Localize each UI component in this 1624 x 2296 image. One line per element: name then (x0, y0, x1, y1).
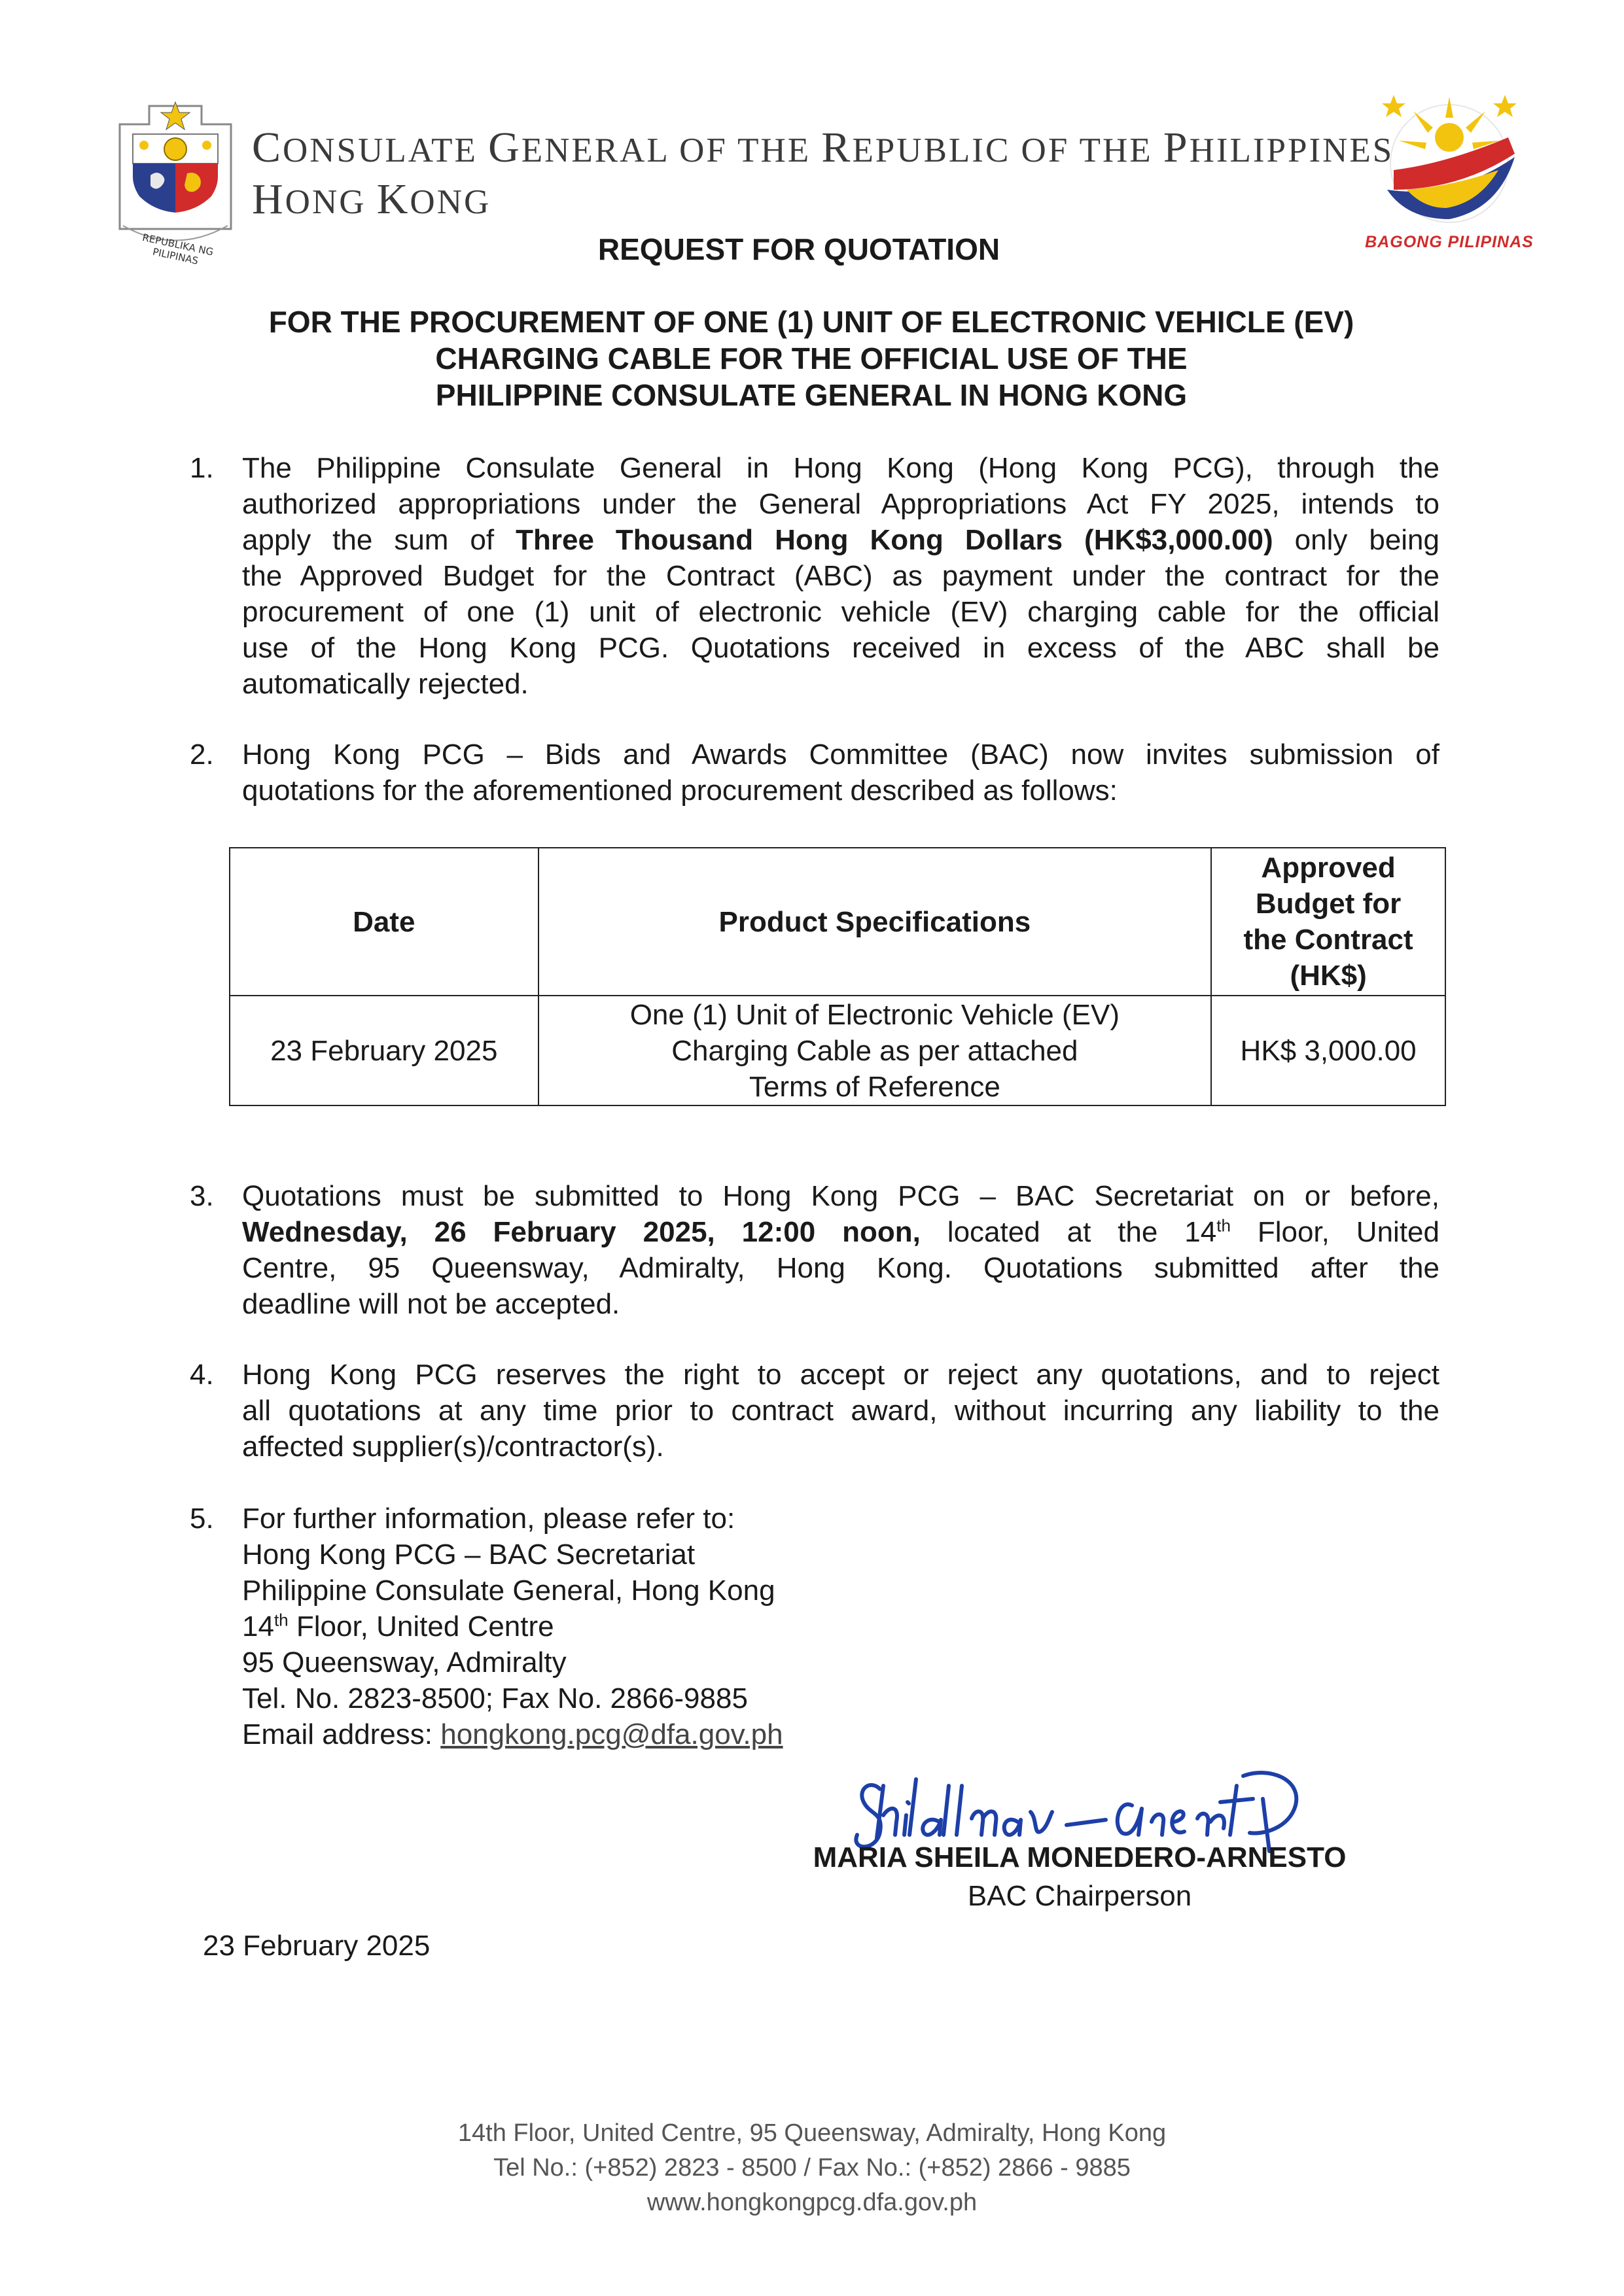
paragraph-number: 4. (190, 1359, 214, 1391)
paragraph-line: Hong Kong PCG reserves the right to accept or reject any quotations, and to reject (242, 1359, 1439, 1391)
paragraph-line: deadline will not be accepted. (242, 1288, 620, 1320)
paragraph-line: all quotations at any time prior to contract award, without incurring any liability to the (242, 1395, 1439, 1427)
contact-organization: Philippine Consulate General, Hong Kong (242, 1574, 775, 1607)
paragraph-line: apply the sum of Three Thousand Hong Kong Dollars (HK$3,000.00) only being (242, 524, 1440, 556)
paragraph-line: Quotations must be submitted to Hong Kong PCG – BAC Secretariat on or before, (242, 1180, 1439, 1212)
paragraph-line: automatically rejected. (242, 668, 529, 700)
document-date: 23 February 2025 (203, 1930, 431, 1962)
bagong-pilipinas-label: BAGONG PILIPINAS (1365, 233, 1534, 251)
paragraph-line: authorized appropriations under the General Appropriations Act FY 2025, intends to (242, 488, 1439, 520)
column-header-date: Date (230, 848, 538, 996)
subject-line: FOR THE PROCUREMENT OF ONE (1) UNIT OF ELECTRONIC VEHICLE (EV) (268, 305, 1354, 339)
paragraph-1 (190, 450, 1439, 702)
table-header-row (230, 848, 1445, 996)
cell-amount: HK$ 3,000.00 (1211, 996, 1445, 1105)
signatory-title: BAC Chairperson (967, 1880, 1192, 1912)
contact-floor: 14th Floor, United Centre (242, 1610, 554, 1643)
quotation-table (229, 847, 1446, 1106)
contact-email-line: Email address: hongkong.pcg@dfa.gov.ph (242, 1718, 783, 1750)
table-row (230, 996, 1445, 1105)
column-header-abc: Approved Budget for the Contract (HK$) (1211, 848, 1445, 996)
paragraph-number: 1. (190, 452, 214, 484)
seal-motto: REPUBLIKA NG PILIPINAS (141, 231, 215, 267)
paragraph-4 (190, 1357, 1439, 1465)
paragraph-line: affected supplier(s)/contractor(s). (242, 1431, 664, 1463)
paragraph-line: the Approved Budget for the Contract (ABC) as payment under the contract for the (242, 560, 1439, 592)
document-subject (196, 304, 1426, 413)
paragraph-line: quotations for the aforementioned procurement described as follows: (242, 774, 1118, 807)
document-title: REQUEST FOR QUOTATION (597, 232, 1000, 266)
contact-phone-fax: Tel. No. 2823-8500; Fax No. 2866-9885 (242, 1682, 748, 1714)
budget-amount-text: Three Thousand Hong Kong Dollars (HK$3,000.00) (516, 524, 1273, 556)
email-link[interactable]: hongkong.pcg@dfa.gov.ph (440, 1718, 783, 1750)
organization-name-line2: HONG KONG (252, 175, 491, 223)
paragraph-line: For further information, please refer to: (242, 1503, 735, 1535)
paragraph-number: 5. (190, 1503, 214, 1535)
paragraph-line: procurement of one (1) unit of electronic vehicle (EV) charging cable for the official (242, 596, 1439, 628)
footer-address: 14th Floor, United Centre, 95 Queensway, Admiralty, Hong Kong (457, 2119, 1167, 2147)
column-header-specs: Product Specifications (538, 848, 1212, 996)
paragraph-line: Centre, 95 Queensway, Admiralty, Hong Kong. Quotations submitted after the (242, 1252, 1439, 1284)
paragraph-line: Wednesday, 26 February 2025, 12:00 noon, located at the 14th Floor, United (242, 1215, 1439, 1248)
cell-specs: One (1) Unit of Electronic Vehicle (EV) Charging Cable as per attached Terms of Reference (538, 996, 1212, 1105)
cell-date: 23 February 2025 (230, 996, 538, 1105)
footer-website[interactable]: www.hongkongpcg.dfa.gov.ph (646, 2189, 978, 2216)
paragraph-2 (190, 737, 1439, 809)
footer-phone: Tel No.: (+852) 2823 - 8500 / Fax No.: (+852) 2866 - 9885 (493, 2154, 1131, 2182)
signatory-name: MARIA SHEILA MONEDERO-ARNESTO (813, 1841, 1347, 1873)
subject-line: CHARGING CABLE FOR THE OFFICIAL USE OF THE (435, 341, 1188, 375)
paragraph-3 (190, 1178, 1439, 1322)
paragraph-line: The Philippine Consulate General in Hong Kong (Hong Kong PCG), through the (242, 452, 1439, 484)
paragraph-number: 3. (190, 1180, 214, 1212)
organization-name-line1: CONSULATE GENERAL OF THE REPUBLIC OF THE PHILIPPINES (252, 124, 1394, 171)
paragraph-line: use of the Hong Kong PCG. Quotations received in excess of the ABC shall be (242, 632, 1439, 664)
deadline-text: Wednesday, 26 February 2025, 12:00 noon, (242, 1216, 921, 1248)
paragraph-5 (190, 1501, 1439, 1752)
subject-line: PHILIPPINE CONSULATE GENERAL IN HONG KONG (435, 378, 1188, 412)
contact-street: 95 Queensway, Admiralty (242, 1646, 567, 1679)
bagong-pilipinas-logo (1368, 92, 1531, 229)
paragraph-line: Hong Kong PCG – Bids and Awards Committee (BAC) now invites submission of (242, 739, 1439, 771)
paragraph-number: 2. (190, 739, 214, 771)
contact-office: Hong Kong PCG – BAC Secretariat (242, 1539, 696, 1571)
